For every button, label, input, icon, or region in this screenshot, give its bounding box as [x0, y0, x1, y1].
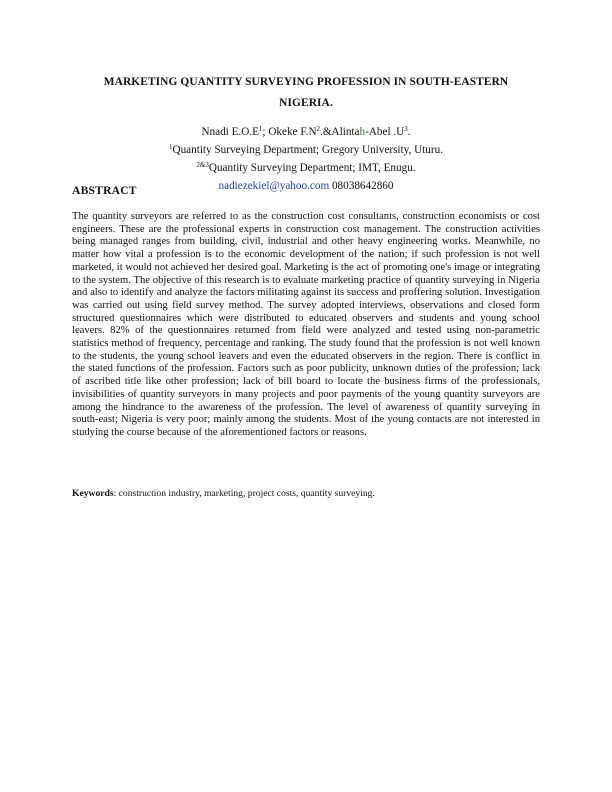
author-3: -Abel .U — [365, 126, 405, 138]
contact-line — [72, 177, 540, 195]
abstract-body — [72, 211, 540, 440]
affiliation-1 — [72, 141, 540, 159]
author-sep-1: ; Okeke F.N — [262, 126, 317, 138]
abstract-paragraph: The quantity surveyors are referred to as the construction cost consultants, construction economists or cost engineers. These are the professional experts in construction cost management. The construction activities being managed ranges from building, civil, industrial and other heavy engineering works. Meanwhile, no matter how vital a profession is to the economic development of the nation; if such profession is not well marketed, it would not achieved her desired goal. Marketing is the act of promoting one's image or integrating to the system. The objective of this research is to evaluate marketing practice of quantity surveying in Nigeria and also to identify and analyze the factors militating against its success and proffering solution. Investigation was carried out using field survey method. The survey adopted interviews, observations and closed form structured questionnaires which were distributed to educated observers and students and young school leavers. 82% of the questionnaires returned from field were analyzed and tested using non-parametric statistics method of frequency, percentage and ranking. The study found that the profession is not well known to the students, the young school leavers and even the educated observers in the region. There is conflict in the stated functions of the profession. Factors such as poor publicity, unknown duties of the profession; lack of ascribed title like other profession; lack of bill board to locate the business firms of the professionals, invisibilities of quantity surveyors in many projects and poor payments of the young quantity surveyors are among the hindrance to the awareness of the profession. The level of awareness of quantity surveying in south-east; Nigeria is very poor; mainly among the students. Most of the young contacts are not interested in studying the course because of the aforementioned factors or reasons. — [72, 211, 540, 438]
author-list — [72, 123, 540, 141]
paper-title — [72, 72, 540, 114]
phone-number: 08038642860 — [331, 180, 394, 192]
author-block — [72, 123, 540, 195]
affiliation-2-text: Quantity Surveying Department; IMT, Enugu. — [208, 162, 416, 174]
abstract-heading: ABSTRACT — [72, 184, 137, 197]
author-2-sup: 2 — [316, 125, 321, 133]
author-3-sup: 3 — [404, 125, 408, 133]
highlighted-char: h — [359, 126, 366, 138]
title-line-1: MARKETING QUANTITY SURVEYING PROFESSION IN SOUTH-EASTERN — [103, 76, 509, 88]
affiliation-1-sup: 1 — [168, 143, 173, 151]
author-sep-2: .&Alinta — [320, 126, 360, 138]
author-1-sup: 1 — [258, 125, 263, 133]
affiliation-1-text: Quantity Surveying Department; Gregory University, Uturu. — [172, 144, 443, 156]
email-link[interactable]: nadiezekiel@yahoo.com — [218, 180, 330, 192]
affiliation-2-sup: 2&3 — [196, 161, 209, 169]
title-line-2: NIGERIA. — [279, 97, 333, 109]
affiliation-2 — [72, 159, 540, 177]
keywords-label: Keywords — [72, 488, 114, 499]
keywords-line — [72, 488, 540, 500]
author-1: Nnadi E.O.E — [201, 126, 259, 138]
keywords-text: : construction industry, marketing, project costs, quantity surveying. — [113, 488, 375, 499]
author-end: . — [407, 126, 411, 138]
